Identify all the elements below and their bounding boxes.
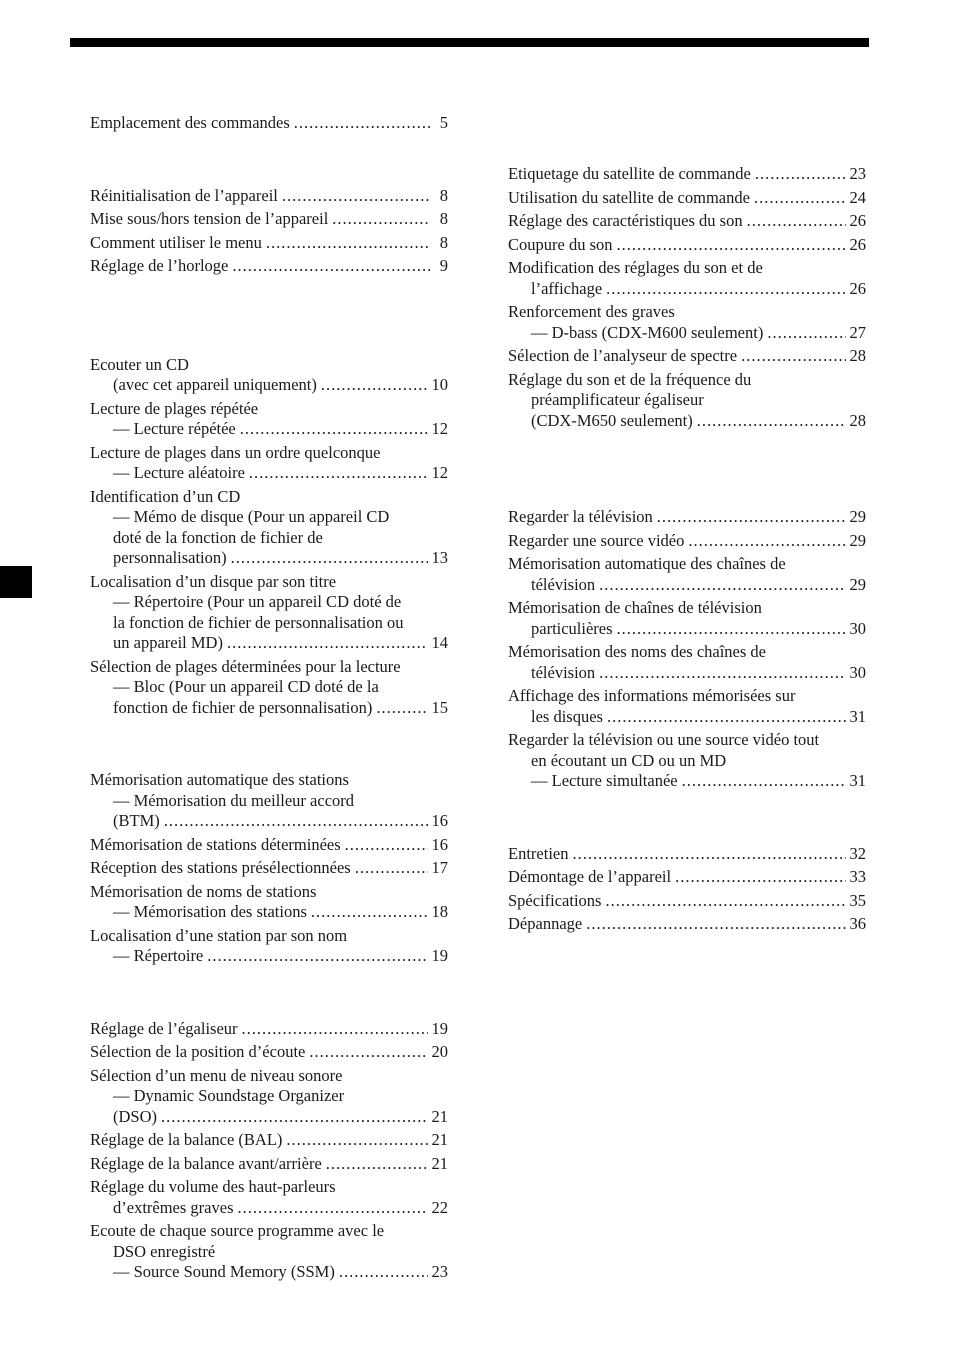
toc-entry-text: Utilisation du satellite de commande	[508, 187, 750, 207]
toc-entry-text: Réinitialisation de l’appareil	[90, 185, 278, 205]
toc-entry[interactable]	[508, 598, 866, 639]
toc-section	[508, 164, 866, 431]
toc-entry-text: fonction de fichier de personnalisation)	[113, 697, 373, 717]
toc-entry[interactable]	[508, 507, 866, 528]
toc-entry-text: Mise sous/hors tension de l’appareil	[90, 209, 329, 228]
page-number: 29	[849, 507, 866, 526]
dot-leader	[309, 1042, 427, 1063]
dot-leader	[266, 233, 430, 254]
toc-entry-text: Emplacement des commandes	[90, 113, 290, 132]
toc-entry-text: Réglage du son et de la fréquence du	[508, 369, 752, 389]
page-number: 20	[431, 1042, 448, 1061]
toc-entry-text: — Mémo de disque (Pour un appareil CD	[113, 507, 390, 526]
toc-entry-text: Réglage des caractéristiques du son	[508, 211, 743, 230]
dot-leader	[586, 914, 845, 935]
toc-entry[interactable]	[90, 443, 448, 484]
toc-entry[interactable]	[90, 1221, 448, 1283]
toc-entry[interactable]	[90, 113, 448, 134]
toc-entry-text: Regarder une source vidéo	[508, 530, 685, 550]
chapter-tab-marker	[0, 566, 32, 598]
page-number: 31	[849, 706, 866, 726]
toc-entry[interactable]	[508, 844, 866, 865]
toc-section	[90, 770, 448, 967]
toc-entry-text: doté de la fonction de fichier de	[113, 527, 323, 547]
toc-entry-text: Regarder la télévision ou une source vidéo tout	[508, 730, 820, 749]
dot-leader	[599, 663, 845, 684]
dot-leader	[232, 256, 430, 277]
toc-entry-text: Spécifications	[508, 890, 602, 910]
toc-entry-text: l’affichage	[531, 278, 603, 298]
page-number: 30	[849, 618, 866, 638]
page-number: 21	[431, 1106, 448, 1126]
toc-entry-text: Entretien	[508, 843, 569, 863]
toc-entry-text: Modification des réglages du son et de	[508, 258, 763, 277]
toc-entry-text: Réglage du volume des haut-parleurs	[90, 1177, 336, 1196]
dot-leader	[599, 575, 845, 596]
dot-leader	[345, 835, 428, 856]
toc-section	[90, 113, 448, 134]
toc-entry-text: la fonction de fichier de personnalisation ou	[113, 612, 404, 632]
page-number: 31	[849, 771, 866, 790]
toc-column-right	[508, 164, 866, 938]
page-number: 26	[849, 234, 866, 254]
page-number: 35	[849, 890, 866, 910]
toc-entry-text: Sélection de la position d’écoute	[90, 1042, 306, 1061]
dot-leader	[697, 411, 846, 432]
dot-leader	[767, 323, 845, 344]
page-number: 23	[849, 164, 866, 183]
toc-entry-text: Regarder la télévision	[508, 507, 653, 526]
dot-leader	[754, 188, 846, 209]
dot-leader	[657, 507, 846, 528]
toc-entry-text: Mémorisation des noms des chaînes de	[508, 642, 766, 661]
toc-entry[interactable]	[90, 1154, 448, 1175]
dot-leader	[207, 946, 427, 967]
toc-entry-text: — Lecture aléatoire	[113, 463, 245, 482]
dot-leader	[376, 698, 427, 719]
toc-entry-text: — Bloc (Pour un appareil CD doté de la	[113, 677, 379, 696]
dot-leader	[572, 844, 845, 865]
dot-leader	[755, 164, 846, 185]
dot-leader	[294, 113, 430, 134]
toc-entry-text: Lecture de plages répétée	[90, 398, 259, 418]
dot-leader	[321, 375, 428, 396]
page-number: 26	[849, 278, 866, 298]
page-number: 21	[431, 1153, 448, 1173]
toc-entry-text: personnalisation)	[113, 548, 227, 567]
toc-entry[interactable]	[90, 858, 448, 879]
page-number: 13	[431, 548, 448, 567]
toc-entry[interactable]	[508, 164, 866, 185]
toc-entry-text: Identification d’un CD	[90, 486, 241, 506]
toc-entry-text: Ecouter un CD	[90, 354, 189, 374]
toc-section	[90, 186, 448, 277]
toc-entry[interactable]	[90, 399, 448, 440]
toc-entry-text: particulières	[531, 618, 613, 638]
toc-entry[interactable]	[508, 642, 866, 683]
dot-leader	[164, 811, 428, 832]
page-number: 10	[431, 375, 448, 394]
toc-entry-text: Ecoute de chaque source programme avec le	[90, 1221, 385, 1240]
page-number: 17	[431, 858, 448, 877]
toc-entry-text: Sélection de l’analyseur de spectre	[508, 346, 738, 365]
toc-entry-text: — D-bass (CDX-M600 seulement)	[531, 322, 764, 342]
dot-leader	[688, 531, 845, 552]
toc-entry-text: (BTM)	[113, 811, 160, 830]
toc-entry[interactable]	[90, 487, 448, 569]
toc-entry-text: Sélection d’un menu de niveau sonore	[90, 1065, 343, 1085]
page-number: 36	[849, 914, 866, 933]
dot-leader	[326, 1154, 428, 1175]
page-number: 8	[439, 232, 448, 252]
page-number: 18	[431, 902, 448, 921]
toc-entry-text: Réglage de l’horloge	[90, 256, 229, 275]
toc-entry[interactable]	[90, 1019, 448, 1040]
page-number: 16	[431, 834, 448, 854]
dot-leader	[741, 346, 845, 367]
toc-entry-text: Mémorisation de chaînes de télévision	[508, 598, 762, 617]
page-number: 12	[431, 419, 448, 438]
toc-entry-text: — Mémorisation des stations	[113, 902, 307, 921]
dot-leader	[675, 867, 845, 888]
page-number: 28	[849, 346, 866, 365]
toc-entry[interactable]	[90, 355, 448, 396]
toc-entry[interactable]	[90, 233, 448, 254]
toc-entry-text: en écoutant un CD ou un MD	[531, 750, 727, 770]
toc-entry[interactable]	[90, 882, 448, 923]
toc-section	[508, 844, 866, 935]
toc-entry[interactable]	[508, 867, 866, 888]
dot-leader	[161, 1107, 428, 1128]
page-number: 27	[849, 322, 866, 342]
toc-entry-text: Réglage de l’égaliseur	[90, 1018, 238, 1038]
toc-entry[interactable]	[90, 1066, 448, 1128]
toc-entry-text: Coupure du son	[508, 234, 613, 254]
toc-entry[interactable]	[508, 211, 866, 232]
toc-entry-text: les disques	[531, 706, 603, 726]
page-number: 22	[431, 1197, 448, 1217]
page-number: 9	[439, 256, 448, 275]
toc-entry-text: — Mémorisation du meilleur accord	[113, 790, 355, 810]
toc-entry[interactable]	[90, 256, 448, 277]
toc-entry-text: Réglage de la balance (BAL)	[90, 1130, 283, 1149]
dot-leader	[339, 1262, 428, 1283]
dot-leader	[227, 633, 428, 654]
toc-entry[interactable]	[508, 891, 866, 912]
dot-leader	[282, 186, 430, 207]
page-number: 19	[431, 1018, 448, 1038]
dot-leader	[355, 858, 428, 879]
toc-entry-text: (DSO)	[113, 1106, 157, 1126]
toc-entry[interactable]	[90, 1130, 448, 1151]
toc-entry[interactable]	[90, 835, 448, 856]
toc-entry-text: Localisation d’un disque par son titre	[90, 571, 337, 591]
dot-leader	[332, 209, 430, 230]
toc-entry-text: DSO enregistré	[113, 1241, 216, 1261]
page-number: 14	[431, 633, 448, 652]
toc-entry-text: — Dynamic Soundstage Organizer	[113, 1086, 345, 1105]
dot-leader	[607, 707, 846, 728]
page-number: 32	[849, 843, 866, 863]
toc-entry[interactable]	[90, 1177, 448, 1218]
toc-entry-text: Lecture de plages dans un ordre quelconque	[90, 442, 381, 462]
toc-entry-text: Sélection de plages déterminées pour la lecture	[90, 656, 401, 676]
dot-leader	[286, 1130, 427, 1151]
toc-entry-text: Mémorisation de noms de stations	[90, 881, 317, 901]
page-number: 15	[431, 697, 448, 717]
toc-entry-text: télévision	[531, 662, 596, 682]
toc-entry-text: Affichage des informations mémorisées sur	[508, 686, 796, 705]
page-number: 23	[431, 1262, 448, 1281]
toc-entry-text: Mémorisation de stations déterminées	[90, 834, 341, 854]
toc-entry-text: télévision	[531, 574, 596, 594]
toc-entry-text: — Lecture simultanée	[531, 771, 678, 790]
toc-entry[interactable]	[508, 370, 866, 432]
toc-entry[interactable]	[508, 188, 866, 209]
toc-entry[interactable]	[508, 531, 866, 552]
toc-entry-text: Mémorisation automatique des chaînes de	[508, 554, 786, 573]
page-number: 19	[431, 946, 448, 965]
toc-entry-text: Renforcement des graves	[508, 302, 675, 321]
dot-leader	[238, 1198, 428, 1219]
toc-section	[90, 1019, 448, 1283]
page-number: 30	[849, 662, 866, 682]
toc-entry-text: Démontage de l’appareil	[508, 867, 672, 886]
dot-leader	[311, 902, 428, 923]
page-number: 26	[849, 211, 866, 230]
toc-entry[interactable]	[90, 572, 448, 654]
toc-entry-text: Etiquetage du satellite de commande	[508, 164, 751, 183]
page-number: 12	[431, 463, 448, 482]
page-number: 29	[849, 530, 866, 550]
toc-entry[interactable]	[90, 926, 448, 967]
page-number: 5	[439, 113, 448, 132]
toc-entry-text: Mémorisation automatique des stations	[90, 770, 349, 789]
toc-entry-text: préamplificateur égaliseur	[531, 390, 704, 409]
toc-entry-text: Localisation d’une station par son nom	[90, 925, 348, 945]
toc-entry-text: (avec cet appareil uniquement)	[113, 375, 317, 394]
toc-entry-text: Réception des stations présélectionnées	[90, 858, 351, 877]
page-number: 28	[849, 410, 866, 430]
dot-leader	[605, 891, 845, 912]
page-number: 33	[849, 867, 866, 886]
toc-entry[interactable]	[90, 209, 448, 230]
dot-leader	[682, 771, 846, 792]
toc-section	[508, 507, 866, 792]
toc-entry[interactable]	[508, 554, 866, 595]
toc-entry[interactable]	[508, 730, 866, 792]
toc-entry[interactable]	[508, 258, 866, 299]
header-rule	[70, 38, 869, 47]
dot-leader	[617, 619, 846, 640]
toc-column-left	[90, 113, 448, 1286]
toc-entry[interactable]	[508, 235, 866, 256]
toc-entry[interactable]	[508, 914, 866, 935]
dot-leader	[606, 279, 845, 300]
page-number: 21	[431, 1130, 448, 1149]
toc-entry-text: Réglage de la balance avant/arrière	[90, 1153, 322, 1173]
page-number: 16	[431, 811, 448, 830]
toc-entry-text: — Répertoire (Pour un appareil CD doté de	[113, 592, 402, 611]
dot-leader	[231, 548, 428, 569]
toc-entry-text: d’extrêmes graves	[113, 1197, 234, 1217]
toc-entry[interactable]	[508, 686, 866, 727]
toc-section	[90, 355, 448, 719]
dot-leader	[747, 211, 846, 232]
toc-entry-text: — Lecture répétée	[113, 419, 236, 438]
page-number: 24	[849, 187, 866, 207]
toc-entry-text: Dépannage	[508, 914, 583, 933]
dot-leader	[249, 463, 428, 484]
toc-entry[interactable]	[90, 770, 448, 832]
page-number: 8	[439, 209, 448, 228]
toc-entry[interactable]	[90, 186, 448, 207]
toc-entry-text: un appareil MD)	[113, 633, 223, 652]
dot-leader	[242, 1019, 428, 1040]
toc-entry-text: (CDX-M650 seulement)	[531, 410, 693, 430]
dot-leader	[240, 419, 428, 440]
toc-entry[interactable]	[508, 302, 866, 343]
dot-leader	[617, 235, 846, 256]
page-number: 8	[439, 185, 448, 205]
toc-entry-text: — Source Sound Memory (SSM)	[113, 1262, 335, 1281]
toc-entry-text: Comment utiliser le menu	[90, 232, 262, 252]
page-number: 29	[849, 574, 866, 594]
toc-entry[interactable]	[90, 1042, 448, 1063]
toc-entry[interactable]	[508, 346, 866, 367]
toc-entry[interactable]	[90, 657, 448, 719]
toc-entry-text: — Répertoire	[113, 946, 204, 965]
